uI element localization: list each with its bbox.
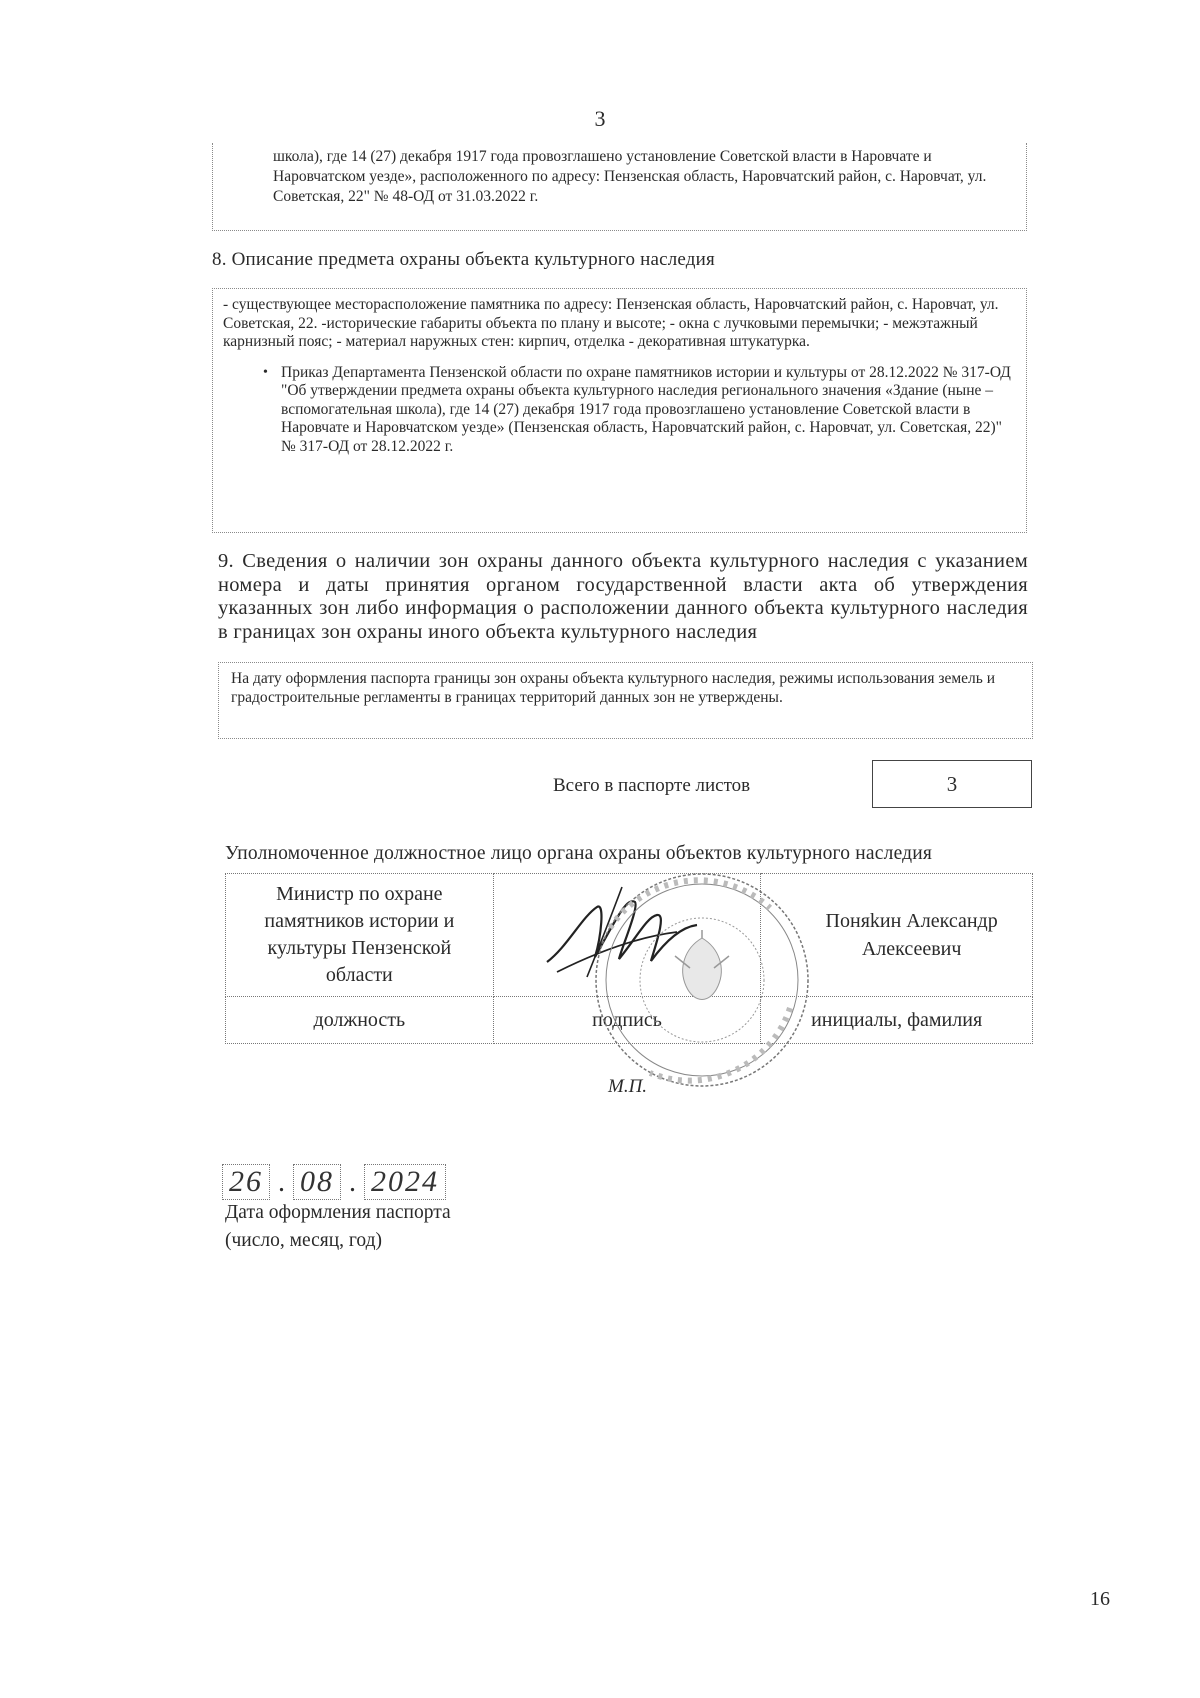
total-sheets-value: 3 bbox=[872, 760, 1032, 808]
date-month: 08 bbox=[293, 1164, 341, 1200]
page-number-top: 3 bbox=[594, 106, 606, 131]
date-day: 26 bbox=[222, 1164, 270, 1200]
continued-text-box bbox=[212, 143, 1027, 231]
issue-date bbox=[222, 1164, 446, 1200]
date-year: 2024 bbox=[364, 1164, 446, 1200]
total-sheets-label: Всего в паспорте листов bbox=[553, 775, 751, 796]
caption-name: инициалы, фамилия bbox=[761, 997, 1033, 1044]
authorized-person-label: Уполномоченное должностное лицо органа охраны объектов культурного наследия bbox=[225, 843, 933, 864]
caption-signature: подпись bbox=[493, 997, 761, 1044]
section8-box bbox=[212, 288, 1027, 533]
stamp-mark: М.П. bbox=[608, 1076, 648, 1097]
name-text: Поняkин Александр Алексеевич bbox=[825, 910, 998, 960]
official-seal-image bbox=[590, 868, 815, 1093]
caption-position: должность bbox=[226, 997, 494, 1044]
section8-title: 8. Описание предмета охраны объекта культурного наследия bbox=[212, 249, 715, 270]
continued-text: школа), где 14 (27) декабря 1917 года провозглашено установление Советской власти в Наровчате и Наровчатском уезде», расположенного по адресу: Пензенская область, Наровчатский район, с. Наровчат, ул. Советская, 22" № 48-ОД от 31.03.2022 г. bbox=[273, 148, 987, 205]
section9-text: На дату оформления паспорта границы зон охраны объекта культурного наследия, режимы использования земель и градостроительные регламенты в границах территорий данных зон не утверждены. bbox=[231, 670, 995, 706]
section9-box bbox=[218, 662, 1033, 739]
section8-bullet-item bbox=[223, 364, 1014, 457]
position-cell bbox=[226, 874, 494, 997]
date-separator: . bbox=[349, 1167, 356, 1198]
date-format-caption: (число, месяц, год) bbox=[225, 1230, 383, 1251]
bullet-icon: • bbox=[263, 364, 268, 380]
section9-title: 9. Сведения о наличии зон охраны данного объекта культурного наследия с указанием номера и даты принятия органом государственной власти акта об утверждения указанных зон либо информация о расположении данного объекта культурного наследия в границах зон охраны иного объекта культурного наследия bbox=[218, 550, 1028, 643]
position-text: Министр по охране памятников истории и культуры Пензенской области bbox=[264, 883, 455, 986]
page-number-bottom: 16 bbox=[1090, 1588, 1110, 1610]
date-separator: . bbox=[278, 1167, 285, 1198]
section8-order: Приказ Департамента Пензенской области по охране памятников истории и культуры от 28.12.2022 № 317-ОД "Об утверждении предмета охраны объекта культурного наследия регионального значения «Здание (ныне – вспомогательная школа), где 14 (27) декабря 1917 года провозглашено установление Советской власти в Наровчате и Наровчатском уезде» (Пензенская область, Наровчатский район, с. Наровчат, ул. Советская, 22)" № 317-ОД от 28.12.2022 г. bbox=[281, 363, 1011, 455]
date-caption: Дата оформления паспорта bbox=[225, 1202, 451, 1223]
section8-description: - существующее месторасположение памятника по адресу: Пензенская область, Наровчатский район, с. Наровчат, ул. Советская, 22. -исторические габариты объекта по плану и высоте; - окна с лучковыми перемычки; - межэтажный карнизный пояс; - материал наружных стен: кирпич, отделка - декоративная штукатурка. bbox=[223, 296, 999, 350]
